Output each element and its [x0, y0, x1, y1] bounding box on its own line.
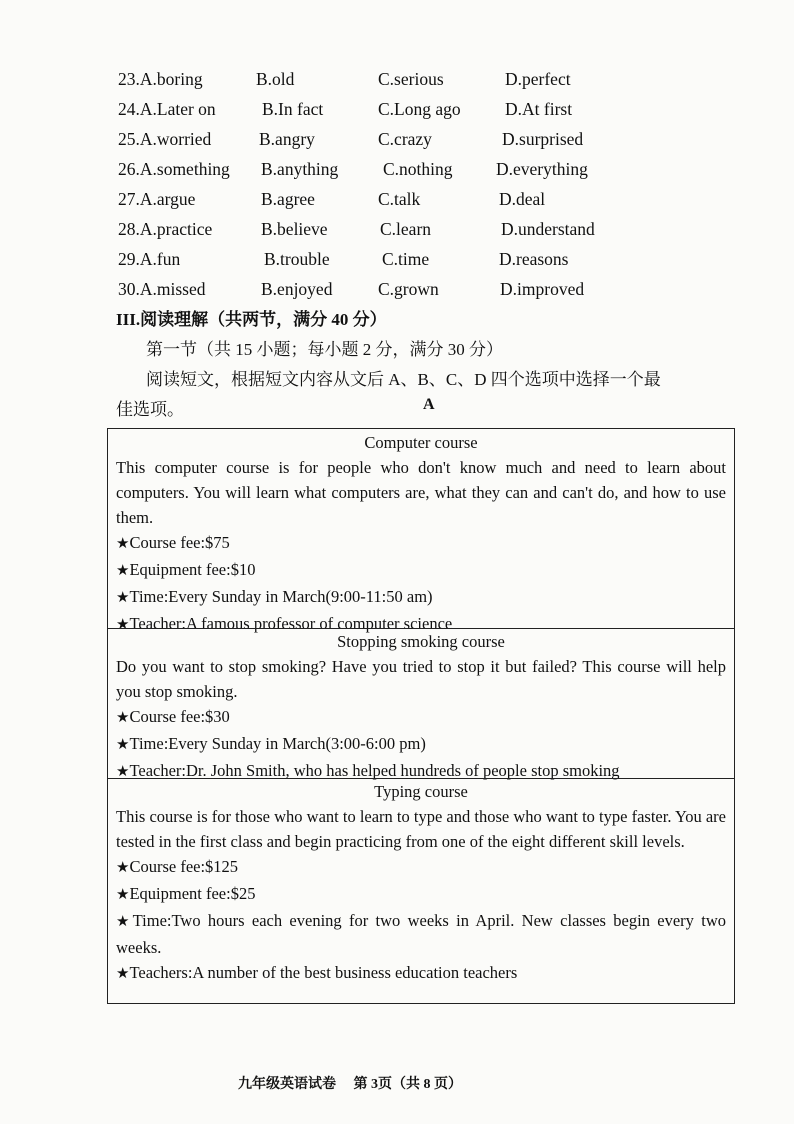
footer-page-number: 第 3页（共 8 页） [353, 1077, 462, 1092]
option-c: C.nothing [383, 159, 453, 179]
option-c: C.crazy [378, 129, 432, 149]
option-b: B.agree [261, 189, 315, 209]
course-teacher: ★Teachers:A number of the best business education teachers [116, 963, 518, 982]
option-a: 28.A.practice [118, 219, 213, 239]
option-b: B.believe [261, 219, 328, 239]
option-c: C.grown [378, 279, 439, 299]
course-title: Computer course [364, 433, 478, 452]
option-d: D.surprised [502, 129, 584, 149]
course-time: ★Time:Every Sunday in March(3:00-6:00 pm) [116, 734, 426, 753]
option-b: B.old [256, 69, 295, 89]
option-d: D.everything [496, 159, 588, 179]
option-b: B.anything [261, 159, 339, 179]
star-icon: ★ [116, 710, 130, 726]
option-d: D.perfect [505, 69, 571, 89]
instruction-line-1: 阅读短文，根据短文内容从文后 A、B、C、D 四个选项中选择一个最 [146, 370, 661, 389]
page-footer [238, 1073, 476, 1093]
course-description: Do you want to stop smoking? Have you tried to stop it but failed? This course will help you stop smoking. [116, 657, 726, 701]
course-description: This computer course is for people who don't know much and need to learn about computers. You will learn what computers are, what they can and can't do, and how to use them. [116, 458, 726, 527]
star-icon: ★ [116, 914, 133, 930]
star-icon: ★ [116, 590, 130, 606]
option-a: 26.A.something [118, 159, 230, 179]
star-icon: ★ [116, 737, 130, 753]
course-time: ★Time:Two hours each evening for two weeks in April. New classes begin every two weeks. [116, 911, 726, 957]
option-a: 24.A.Later on [118, 99, 216, 119]
option-b: B.trouble [264, 249, 330, 269]
option-b: B.In fact [262, 99, 324, 119]
option-c: C.serious [378, 69, 444, 89]
option-c: C.learn [380, 219, 432, 239]
option-d: D.improved [500, 279, 585, 299]
star-icon: ★ [116, 764, 130, 780]
star-icon: ★ [116, 887, 130, 903]
equipment-fee: ★Equipment fee:$25 [116, 884, 256, 903]
subsection-title: 第一节（共 15 小题；每小题 2 分，满分 30 分） [146, 340, 503, 359]
option-d: D.understand [501, 219, 595, 239]
option-c: C.Long ago [378, 99, 461, 119]
course-title: Stopping smoking course [337, 632, 505, 651]
course-fee: ★Course fee:$75 [116, 533, 230, 552]
star-icon: ★ [116, 966, 130, 982]
option-a: 25.A.worried [118, 129, 212, 149]
course-stop-smoking [108, 628, 734, 778]
course-description: This course is for those who want to learn to type and those who want to type faster. You are tested in the first class and begin practicing from one of the eight different skill levels. [116, 807, 726, 851]
star-icon: ★ [116, 860, 130, 876]
option-a: 23.A.boring [118, 69, 203, 89]
course-fee: ★Course fee:$125 [116, 857, 239, 876]
course-teacher: ★Teacher:A famous professor of computer science [116, 614, 453, 633]
course-teacher: ★Teacher:Dr. John Smith, who has helped hundreds of people stop smoking [116, 761, 620, 780]
course-typing [108, 778, 734, 1003]
instruction-line-2: 佳选项。 [116, 400, 184, 419]
option-a: 30.A.missed [118, 279, 206, 299]
footer-subject: 九年级英语试卷 [238, 1077, 336, 1092]
option-a: 27.A.argue [118, 189, 196, 209]
option-d: D.reasons [499, 249, 569, 269]
course-table [107, 428, 735, 1004]
option-b: B.angry [259, 129, 315, 149]
course-title: Typing course [374, 782, 468, 801]
course-computer [108, 429, 734, 633]
option-d: D.At first [505, 99, 573, 119]
star-icon: ★ [116, 617, 130, 633]
course-fee: ★Course fee:$30 [116, 707, 230, 726]
option-c: C.time [382, 249, 430, 269]
section-title: III.阅读理解（共两节，满分 40 分） [116, 310, 387, 329]
star-icon: ★ [116, 536, 130, 552]
option-b: B.enjoyed [261, 279, 333, 299]
option-d: D.deal [499, 189, 546, 209]
option-a: 29.A.fun [118, 249, 181, 269]
option-c: C.talk [378, 189, 421, 209]
course-time: ★Time:Every Sunday in March(9:00-11:50 am) [116, 587, 433, 606]
star-icon: ★ [116, 563, 130, 579]
equipment-fee: ★Equipment fee:$10 [116, 560, 256, 579]
passage-letter: A [423, 396, 435, 413]
